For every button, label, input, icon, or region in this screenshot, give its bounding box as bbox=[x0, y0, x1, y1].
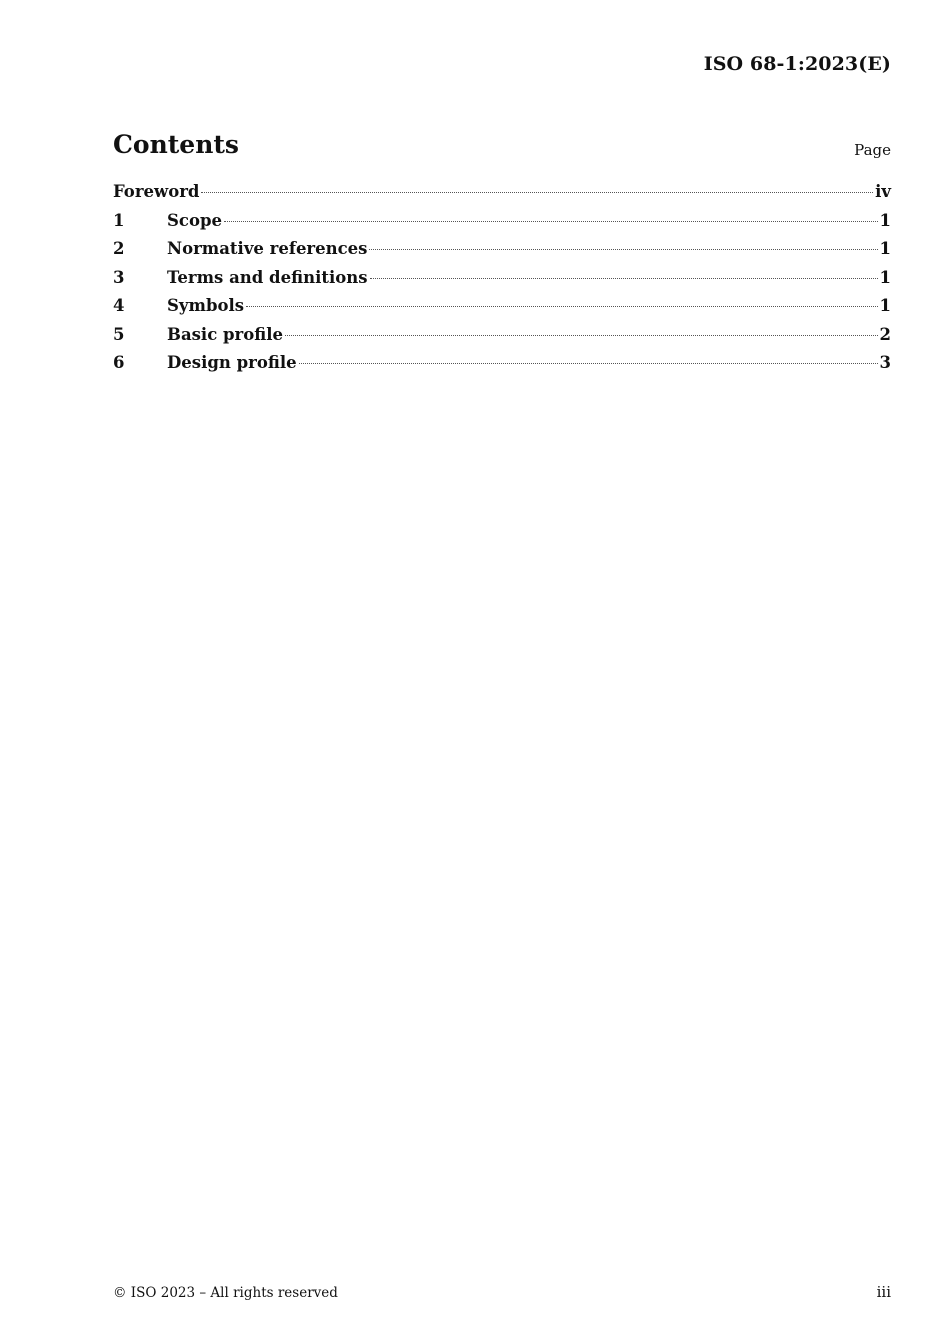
toc-entry-terms-and-definitions[interactable] bbox=[113, 268, 891, 297]
toc-entry-foreword[interactable] bbox=[113, 182, 891, 211]
toc-entry-title: Foreword bbox=[113, 182, 200, 201]
toc-entry-page: 1 bbox=[879, 296, 891, 315]
toc-entry-title: Symbols bbox=[167, 296, 245, 315]
contents-title: Contents bbox=[113, 130, 240, 159]
toc-entry-number: 5 bbox=[113, 324, 125, 344]
footer-copyright: © ISO 2023 – All rights reserved bbox=[113, 1285, 338, 1301]
toc-dot-leader bbox=[299, 363, 878, 364]
toc-entry-number: 2 bbox=[113, 239, 125, 258]
toc-entry-page: iv bbox=[875, 182, 891, 201]
toc-entry-number: 3 bbox=[113, 267, 125, 287]
toc-dot-leader bbox=[370, 278, 878, 279]
toc-entry-page: 3 bbox=[879, 353, 891, 372]
table-of-contents bbox=[113, 182, 891, 382]
toc-entry-page: 1 bbox=[879, 210, 891, 230]
toc-dot-leader bbox=[201, 192, 873, 193]
toc-entry-symbols[interactable] bbox=[113, 296, 891, 325]
document-identifier: ISO 68-1:2023(E) bbox=[703, 53, 891, 75]
toc-entry-page: 1 bbox=[879, 239, 891, 258]
toc-entry-number: 6 bbox=[113, 353, 125, 372]
toc-entry-title: Basic profile bbox=[167, 324, 283, 344]
toc-entry-design-profile[interactable] bbox=[113, 353, 891, 382]
contents-header bbox=[113, 130, 891, 166]
toc-entry-title: Normative references bbox=[167, 239, 368, 258]
toc-dot-leader bbox=[285, 335, 878, 336]
toc-dot-leader bbox=[246, 306, 877, 307]
toc-dot-leader bbox=[369, 249, 877, 250]
toc-entry-title: Scope bbox=[167, 210, 223, 230]
toc-entry-title: Design profile bbox=[167, 353, 297, 372]
toc-entry-page: 1 bbox=[879, 267, 891, 287]
page-column-label: Page bbox=[854, 141, 891, 159]
toc-dot-leader bbox=[224, 221, 878, 222]
toc-entry-normative-references[interactable] bbox=[113, 239, 891, 268]
toc-entry-page: 2 bbox=[879, 324, 891, 344]
toc-entry-scope[interactable] bbox=[113, 211, 891, 240]
toc-entry-title: Terms and definitions bbox=[167, 267, 368, 287]
toc-entry-number: 4 bbox=[113, 296, 125, 315]
toc-entry-number: 1 bbox=[113, 210, 125, 230]
toc-entry-basic-profile[interactable] bbox=[113, 325, 891, 354]
footer-page-number: iii bbox=[876, 1283, 891, 1301]
